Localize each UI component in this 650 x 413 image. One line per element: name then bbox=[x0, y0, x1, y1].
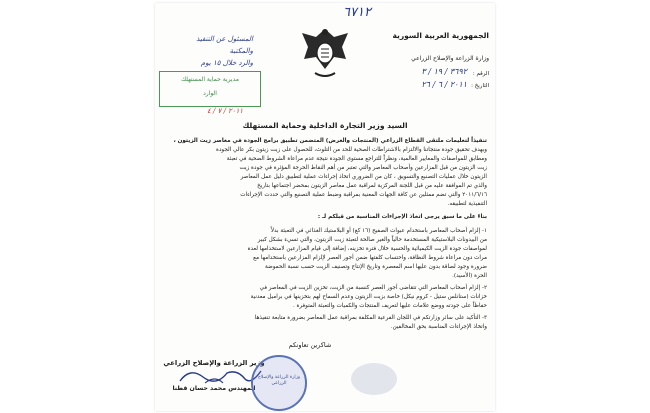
ministry-round-stamp bbox=[251, 355, 307, 411]
item-2-line-2: خزانات (ستانلس ستيل - كروم نيكل) خاصة بزيت الزيتون وعدم السماح لهم بتخزينها في براميل معدنية bbox=[250, 294, 487, 300]
corner-number: ٦٧١٢ bbox=[343, 5, 371, 20]
paragraph-line-2: ومطابق للمواصفات والمعايير العالمية، ونظراً للتراجع مستوى الجودة نتيجة عدم مراعاة الشروط الصحية في تعبئة bbox=[226, 156, 487, 162]
paragraph-line-6: ٢٠١١/٦/١٦ والتي تضم ممثلين عن كافة الجهات المعنية بمراقبة وضبط عملية التصنيع والتي حددت الإجراءات bbox=[240, 192, 487, 198]
reference-number-value: ٣٦٩٢ / ١٩ / ٣ bbox=[421, 67, 467, 76]
handwritten-note-1: المسئول عن التنفيذ bbox=[196, 35, 253, 43]
handwritten-date: ٢٠١١ / ٧ / ٤ bbox=[207, 107, 244, 115]
signature-title: وزير الزراعة والإصلاح الزراعي bbox=[163, 359, 265, 367]
closing-line: شاكرين تعاونكم bbox=[288, 341, 332, 349]
green-stamp-line-1: مديرية حماية المستهلك bbox=[181, 76, 239, 83]
item-1-line-2: من البيدونات البلاستيكية المستخدمة حالياً والغير صالحة لتعبئة زيت الزيتون، والتي تسيء بشكل كبير bbox=[257, 237, 487, 243]
paragraph-line-1: وبهدف تحقيق جودة منتجاتنا والالتزام بالاشتراطات الصحية للحد من التلوث، للحصول على زيت زيتون بكر عالي الجودة bbox=[216, 147, 487, 153]
addressee-line: السيد وزير التجارة الداخلية وحماية المستهلك bbox=[242, 121, 408, 130]
paragraph-line-5: والذي تم الموافقة عليه من قبل اللجنة المركزية لمراقبة عمل معاصر الزيتون بمحضر اجتماعها بتاريخ bbox=[257, 183, 487, 189]
item-3-line-1: ٣- التأكيد على سائر وزارتكم في اللجان الفرعية المكلفة بمراقبة عمل المعاصر بضرورة متابعة تنفيذها bbox=[254, 315, 487, 321]
item-3-line-2: واتخاذ الإجراءات المناسبة بحق المخالفين. bbox=[390, 324, 487, 330]
round-stamp-text: وزارة الزراعة والإصلاح الزراعي bbox=[257, 375, 300, 386]
emblem-icon bbox=[300, 25, 350, 83]
paragraph-line-3: زيت الزيتون من قبل المزارعين وأصحاب المعاصر والتي تعتبر من أهم النقاط الحرجة المؤثرة في جودة زيت bbox=[239, 165, 487, 171]
date-label: التاريخ : bbox=[471, 83, 489, 89]
item-1-line-6: الحرة (الأسيد). bbox=[452, 273, 487, 279]
item-2-line-3: حفاظاً على جودته ووضع علامات عليها لتعريف المنتجات والكميات والتعبئة المتوفرة . bbox=[292, 303, 487, 309]
item-2-line-1: ٢- إلزام أصحاب المعاصر التي تتقاضى أجور العصر كنسبة من الزيت، تخزين الزيت في المعاصر في bbox=[259, 285, 487, 291]
paragraph-line-4: الزيتون خلال عمليات التصنيع والتسويق ، كان من الضروري اتخاذ إجراءات عملية لتطبيق دليل عمل المعاصر bbox=[240, 174, 487, 180]
stamp-mark-right bbox=[351, 363, 397, 395]
request-line: بناءً على ما سبق يرجى اتخاذ الإجراءات المناسبة من قبلكم لـ : bbox=[317, 214, 487, 220]
green-stamp bbox=[159, 71, 261, 107]
reference-number-label: الرقم : bbox=[472, 71, 489, 77]
signature-name: المهندس محمد حسان قطنا bbox=[172, 385, 256, 392]
country-heading: الجمهورية العربية السورية bbox=[392, 31, 489, 40]
ministry-heading: وزارة الزراعة والإصلاح الزراعي bbox=[411, 55, 489, 62]
item-1-line-4: مرات دون مراعاة شروط النظافة، واحتساب كلفتها ضمن أجور العصر لإلزام المزارعين باستخدامها مع bbox=[253, 255, 487, 261]
item-1-line-3: لمواصفات جودة الزيت الكيميائية والحسية خلال فترة تخزينه، إضافة إلى قيام المزارعين لاستخدامها لعدة bbox=[247, 246, 487, 252]
item-1-line-5: ضرورة وجود لصاقة بدون عليها اسم المعصرة وتاريخ الإنتاج وتصنيف الزيت حسب نسبة الحموضة bbox=[265, 264, 487, 270]
date-value: ٢٠١١ / ٦ / ٢٦ bbox=[421, 80, 467, 89]
green-stamp-line-2: الوارد bbox=[203, 90, 217, 97]
item-1-line-1: ١- إلزام أصحاب المعاصر باستخدام عبوات الصفيح (١٦ كغ) أو البلاستيك الغذائي في التعبئة بدلاً bbox=[270, 228, 487, 234]
paragraph-line-7: التنفيذية لتطبيقه. bbox=[447, 201, 487, 207]
handwritten-note-2: والمكتبة bbox=[229, 47, 253, 55]
intro-line: تنفيذاً لتعليمات ملتقى القطاع الزراعي (المنتجات والعرض) المتضمن تطبيق برامج الجودة في معاصر زيت الزيتون ، bbox=[173, 138, 487, 144]
handwritten-note-3: والرد خلال ١٥ يوم bbox=[200, 59, 253, 67]
letter-paper bbox=[155, 3, 495, 411]
